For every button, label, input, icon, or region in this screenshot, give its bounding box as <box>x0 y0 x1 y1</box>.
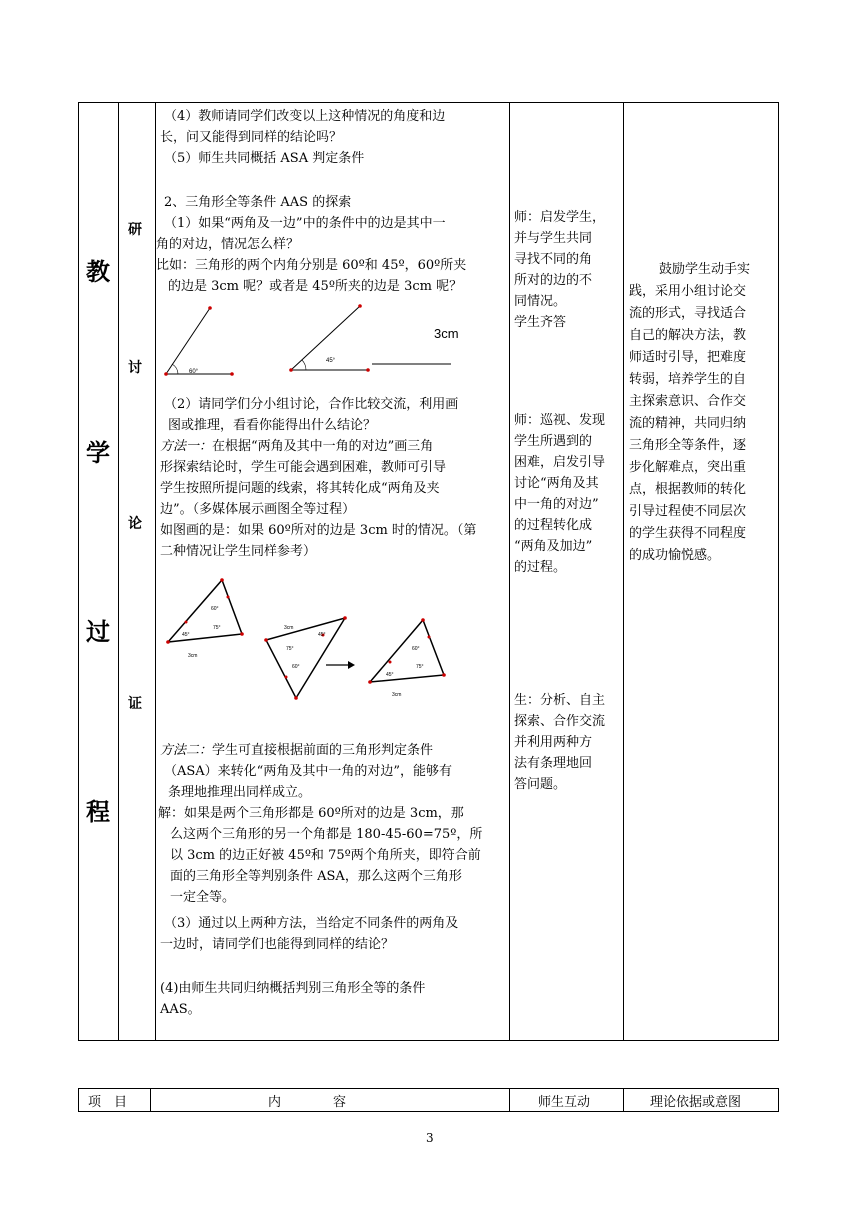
text-line: 解：如果是两个三角形都是 60º所对的边是 3cm，那 <box>158 806 464 821</box>
text-line: （2）请同学们分小组讨论，合作比较交流，利用画 <box>164 397 459 412</box>
text-line: 的学生获得不同程度 <box>629 526 747 541</box>
sub-label: 证 <box>128 696 142 712</box>
content-block-2 <box>156 192 505 297</box>
text-line: 中一角的对边” <box>514 497 599 512</box>
header-content: 内 容 <box>268 1095 347 1110</box>
text-line: 三角形全等条件，逐 <box>629 438 747 453</box>
text-line: 么这两个三角形的另一个角都是 180-45-60=75º，所 <box>170 827 483 842</box>
text-line: （3）通过以上两种方法，当给定不同条件的两角及 <box>164 916 459 931</box>
text-line: 长，问又能得到同样的结论吗？ <box>160 130 343 145</box>
text-line: “两角及加边” <box>514 539 593 554</box>
text-line: 学生按照所提问题的线索，将其转化成“两角及夹 <box>160 481 440 496</box>
text-line: 的过程转化成 <box>514 518 593 533</box>
text-line: 讨论“两角及其 <box>514 476 599 491</box>
angle-label: 60° <box>292 664 300 670</box>
triangle-3 <box>368 618 446 698</box>
header-table-border <box>78 1111 779 1112</box>
text-line: 角的对边，情况怎么样？ <box>156 237 300 252</box>
text-line: 所对的边的不 <box>514 273 593 288</box>
text-line: 一定全等。 <box>170 890 236 905</box>
triangle-1 <box>166 578 244 659</box>
method-label: 方法二： <box>160 743 213 758</box>
content-block-5 <box>160 913 505 955</box>
content-block-4 <box>160 740 505 908</box>
triangle-2 <box>264 616 347 700</box>
angle-60-sketch <box>164 306 234 376</box>
method-label: 方法一： <box>160 439 213 454</box>
angle-label: 45° <box>386 672 394 678</box>
table-border <box>118 102 119 1041</box>
header-table-border <box>778 1088 779 1112</box>
angle-label: 60° <box>412 646 420 652</box>
theory-block <box>629 259 775 567</box>
text-line: 自己的解决方法，教 <box>629 328 747 343</box>
interaction-block-b <box>514 410 620 578</box>
text-line: 法有条理地回 <box>514 756 593 771</box>
text-line: 并与学生共同 <box>514 231 593 246</box>
content-block-1 <box>160 106 505 169</box>
text-line: 同情况。 <box>514 294 567 309</box>
angle-label: 60° <box>211 606 219 612</box>
content-block-6 <box>160 978 505 1020</box>
text-line: 如图画的是：如果 60º所对的边是 3cm 时的情况。（第 <box>160 523 477 538</box>
section-label: 过 <box>86 617 110 646</box>
text-line: 的边是 3cm 呢？或者是 45º所夹的边是 3cm 呢？ <box>168 279 463 294</box>
text-line: 寻找不同的角 <box>514 252 593 267</box>
table-border <box>509 102 510 1041</box>
text-line: 答问题。 <box>514 777 567 792</box>
text-line: 困难，启发引导 <box>514 455 606 470</box>
header-table-border <box>78 1088 779 1089</box>
text-line: 2、三角形全等条件 AAS 的探索 <box>164 195 352 210</box>
side-label: 3cm <box>188 653 198 659</box>
header-item: 项 目 <box>88 1095 128 1110</box>
text-line: 步化解难点，突出重 <box>629 460 747 475</box>
segment-label: 3cm <box>434 326 459 341</box>
section-label: 学 <box>86 438 110 467</box>
section-label: 教 <box>86 257 110 286</box>
text-line: (4)由师生共同归纳概括判别三角形全等的条件 <box>160 981 426 996</box>
text-line: 比如：三角形的两个内角分别是 60º和 45º，60º所夹 <box>156 258 467 273</box>
text-line: 学生齐答 <box>514 315 567 330</box>
interaction-block-c <box>514 690 620 795</box>
text-line <box>160 740 505 761</box>
text-line: 引导过程使不同层次 <box>629 504 747 519</box>
text-line: （5）师生共同概括 ASA 判定条件 <box>164 151 365 166</box>
text-line: 主探索意识、合作交 <box>629 394 747 409</box>
header-table-border <box>623 1088 624 1112</box>
text-line: 师：巡视、发现 <box>514 413 606 428</box>
table-border <box>623 102 624 1041</box>
page-number: 3 <box>426 1131 434 1145</box>
interaction-block-a <box>514 207 620 333</box>
text-line: 流的形式，寻找适合 <box>629 306 747 321</box>
text-line: 生：分析、自主 <box>514 693 606 708</box>
sub-label: 研 <box>128 222 142 238</box>
angle-label: 75° <box>213 625 221 631</box>
table-border <box>78 102 79 1041</box>
text-span: 在根据“两角及其中一角的对边”画三角 <box>212 439 434 454</box>
text-line: AAS。 <box>160 1002 201 1017</box>
side-label: 3cm <box>284 625 294 631</box>
angle-45-sketch <box>289 304 370 372</box>
figure-angles <box>158 298 508 383</box>
text-line: 探索、合作交流 <box>514 714 606 729</box>
text-line <box>160 436 505 457</box>
text-line: （ASA）来转化“两角及其中一角的对边”，能够有 <box>164 764 452 779</box>
section-label: 程 <box>86 797 110 826</box>
angle-label: 75° <box>416 664 424 670</box>
text-line: 并利用两种方 <box>514 735 593 750</box>
text-line: 一边时，请同学们也能得到同样的结论？ <box>160 937 395 952</box>
text-line: 的过程。 <box>514 560 567 575</box>
angle-label: 60° <box>189 369 199 375</box>
header-table-border <box>509 1088 510 1112</box>
text-line: 鼓励学生动手实 <box>659 262 751 277</box>
text-span: 学生可直接根据前面的三角形判定条件 <box>212 743 434 758</box>
sub-label: 讨 <box>128 360 142 376</box>
header-table-border <box>78 1088 79 1112</box>
text-line: 师：启发学生， <box>514 210 606 225</box>
text-line: 践，采用小组讨论交 <box>629 284 747 299</box>
table-top-border <box>78 102 779 103</box>
side-label: 3cm <box>392 692 402 698</box>
angle-label: 45° <box>318 632 326 638</box>
table-bottom-border <box>78 1040 779 1041</box>
text-line: （1）如果“两角及一边”中的条件中的边是其中一 <box>164 216 446 231</box>
text-line: 点，根据教师的转化 <box>629 482 747 497</box>
angle-label: 75° <box>286 646 294 652</box>
header-theory: 理论依据或意图 <box>650 1095 742 1110</box>
figure-triangles <box>158 572 508 702</box>
text-line: （4）教师请同学们改变以上这种情况的角度和边 <box>164 109 446 124</box>
text-line: 图或推理，看看你能得出什么结论？ <box>168 418 377 433</box>
text-line: 学生所遇到的 <box>514 434 593 449</box>
header-table-border <box>150 1088 151 1112</box>
text-line: 流的精神，共同归纳 <box>629 416 747 431</box>
text-line: 边”。（多媒体展示画图全等过程） <box>160 502 356 517</box>
content-block-3 <box>160 394 505 562</box>
text-line: 转弱，培养学生的自 <box>629 372 747 387</box>
text-line: 条理地推理出同样成立。 <box>168 785 312 800</box>
text-line: 形探索结论时，学生可能会遇到困难，教师可引导 <box>160 460 447 475</box>
angle-label: 45° <box>182 632 190 638</box>
table-border <box>778 102 779 1041</box>
text-line: 师适时引导，把难度 <box>629 350 747 365</box>
angle-label: 45° <box>326 358 336 364</box>
text-line: 的成功愉悦感。 <box>629 548 721 563</box>
header-interaction: 师生互动 <box>538 1095 591 1110</box>
segment-3cm <box>372 326 459 364</box>
arrow-icon <box>326 661 355 669</box>
sub-label: 论 <box>128 516 142 532</box>
text-line: 二种情况让学生同样参考） <box>160 544 317 559</box>
text-line: 以 3cm 的边正好被 45º和 75º两个角所夹，即符合前 <box>170 848 481 863</box>
text-line: 面的三角形全等判别条件 ASA，那么这两个三角形 <box>170 869 462 884</box>
